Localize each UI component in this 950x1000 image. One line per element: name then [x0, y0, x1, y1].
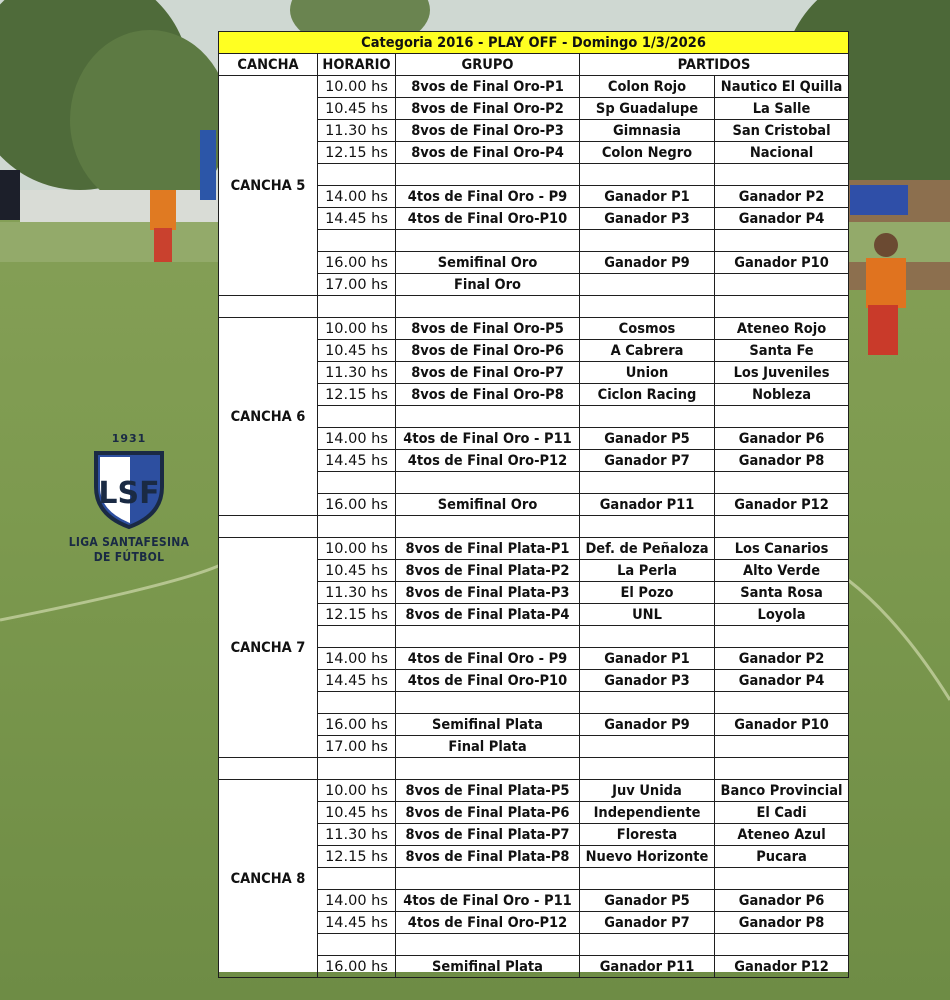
time-cell	[318, 230, 396, 252]
time-cell: 10.45 hs	[318, 560, 396, 582]
home-team-cell: Ganador P9	[580, 714, 715, 736]
header-grupo: GRUPO	[396, 54, 580, 76]
grupo-cell: 4tos de Final Oro-P10	[396, 208, 580, 230]
time-cell: 11.30 hs	[318, 582, 396, 604]
away-team-cell: El Cadi	[715, 802, 849, 824]
home-team-cell: Ganador P11	[580, 956, 715, 978]
time-cell: 17.00 hs	[318, 736, 396, 758]
grupo-cell: 8vos de Final Plata-P2	[396, 560, 580, 582]
home-team-cell: Colon Negro	[580, 142, 715, 164]
time-cell: 10.00 hs	[318, 76, 396, 98]
cancha-label: CANCHA 6	[219, 318, 318, 516]
time-cell: 14.00 hs	[318, 428, 396, 450]
grupo-cell: Semifinal Oro	[396, 252, 580, 274]
grupo-cell: 8vos de Final Plata-P4	[396, 604, 580, 626]
spacer-row	[219, 296, 849, 318]
spacer-row	[219, 516, 849, 538]
time-cell: 14.00 hs	[318, 648, 396, 670]
grupo-cell: 4tos de Final Oro - P9	[396, 186, 580, 208]
time-cell: 10.45 hs	[318, 98, 396, 120]
grupo-cell: Semifinal Plata	[396, 714, 580, 736]
time-cell: 14.00 hs	[318, 186, 396, 208]
grupo-cell	[396, 868, 580, 890]
grupo-cell: Semifinal Oro	[396, 494, 580, 516]
empty-cell	[219, 296, 318, 318]
home-team-cell: El Pozo	[580, 582, 715, 604]
away-team-cell: Ganador P10	[715, 252, 849, 274]
empty-cell	[396, 296, 580, 318]
match-row	[219, 318, 849, 340]
home-team-cell	[580, 736, 715, 758]
home-team-cell	[580, 934, 715, 956]
schedule-sheet	[218, 31, 848, 975]
away-team-cell	[715, 934, 849, 956]
away-team-cell: Ganador P12	[715, 956, 849, 978]
home-team-cell: La Perla	[580, 560, 715, 582]
logo-line-1: LIGA SANTAFESINA	[68, 535, 190, 549]
grupo-cell: 8vos de Final Oro-P5	[396, 318, 580, 340]
grupo-cell: 8vos de Final Oro-P3	[396, 120, 580, 142]
home-team-cell	[580, 406, 715, 428]
away-team-cell: Loyola	[715, 604, 849, 626]
time-cell: 10.00 hs	[318, 538, 396, 560]
away-team-cell	[715, 164, 849, 186]
away-team-cell	[715, 626, 849, 648]
away-team-cell: Ganador P6	[715, 890, 849, 912]
time-cell: 14.45 hs	[318, 450, 396, 472]
time-cell: 10.00 hs	[318, 318, 396, 340]
away-team-cell: Nobleza	[715, 384, 849, 406]
header-row	[219, 54, 849, 76]
away-team-cell: Alto Verde	[715, 560, 849, 582]
away-team-cell: Ganador P8	[715, 450, 849, 472]
grupo-cell: Final Plata	[396, 736, 580, 758]
away-team-cell: Ganador P12	[715, 494, 849, 516]
away-team-cell	[715, 230, 849, 252]
grupo-cell: 8vos de Final Plata-P6	[396, 802, 580, 824]
empty-cell	[580, 516, 715, 538]
time-cell: 11.30 hs	[318, 824, 396, 846]
grupo-cell: 8vos de Final Oro-P7	[396, 362, 580, 384]
time-cell: 12.15 hs	[318, 142, 396, 164]
time-cell	[318, 868, 396, 890]
home-team-cell: Union	[580, 362, 715, 384]
home-team-cell: Cosmos	[580, 318, 715, 340]
home-team-cell: Juv Unida	[580, 780, 715, 802]
away-team-cell	[715, 406, 849, 428]
logo-monogram: LSF	[98, 476, 160, 511]
empty-cell	[219, 516, 318, 538]
grupo-cell: 8vos de Final Plata-P3	[396, 582, 580, 604]
home-team-cell: Ganador P1	[580, 648, 715, 670]
grupo-cell: 8vos de Final Oro-P4	[396, 142, 580, 164]
away-team-cell	[715, 736, 849, 758]
empty-cell	[715, 296, 849, 318]
time-cell: 16.00 hs	[318, 714, 396, 736]
away-team-cell: Ateneo Rojo	[715, 318, 849, 340]
home-team-cell: Nuevo Horizonte	[580, 846, 715, 868]
grupo-cell: 8vos de Final Oro-P2	[396, 98, 580, 120]
page-title: Categoria 2016 - PLAY OFF - Domingo 1/3/2026	[219, 32, 849, 54]
time-cell: 14.00 hs	[318, 890, 396, 912]
header-partidos: PARTIDOS	[580, 54, 849, 76]
logo-line-2: DE FÚTBOL	[93, 550, 165, 564]
home-team-cell	[580, 692, 715, 714]
empty-cell	[396, 758, 580, 780]
home-team-cell: Ganador P3	[580, 670, 715, 692]
away-team-cell: Ganador P4	[715, 208, 849, 230]
away-team-cell: Ganador P4	[715, 670, 849, 692]
grupo-cell	[396, 230, 580, 252]
away-team-cell: Santa Rosa	[715, 582, 849, 604]
grupo-cell: 8vos de Final Plata-P5	[396, 780, 580, 802]
home-team-cell	[580, 472, 715, 494]
empty-cell	[318, 296, 396, 318]
home-team-cell: Ganador P7	[580, 912, 715, 934]
away-team-cell: Ganador P2	[715, 648, 849, 670]
away-team-cell: Santa Fe	[715, 340, 849, 362]
grupo-cell: 8vos de Final Oro-P1	[396, 76, 580, 98]
cancha-label: CANCHA 8	[219, 780, 318, 978]
home-team-cell: UNL	[580, 604, 715, 626]
time-cell: 14.45 hs	[318, 208, 396, 230]
grupo-cell	[396, 692, 580, 714]
empty-cell	[318, 516, 396, 538]
time-cell: 12.15 hs	[318, 846, 396, 868]
grupo-cell: 4tos de Final Oro-P12	[396, 450, 580, 472]
time-cell: 16.00 hs	[318, 252, 396, 274]
logo-year: 1931	[111, 432, 147, 445]
grupo-cell	[396, 472, 580, 494]
match-row	[219, 780, 849, 802]
grupo-cell: 4tos de Final Oro-P10	[396, 670, 580, 692]
away-team-cell: Pucara	[715, 846, 849, 868]
empty-cell	[715, 758, 849, 780]
header-cancha: CANCHA	[219, 54, 318, 76]
spacer-row	[219, 758, 849, 780]
time-cell: 11.30 hs	[318, 362, 396, 384]
grupo-cell: 4tos de Final Oro - P11	[396, 428, 580, 450]
away-team-cell	[715, 868, 849, 890]
home-team-cell: Independiente	[580, 802, 715, 824]
time-cell	[318, 164, 396, 186]
home-team-cell: Ganador P5	[580, 890, 715, 912]
time-cell	[318, 406, 396, 428]
away-team-cell: Ganador P6	[715, 428, 849, 450]
time-cell: 12.15 hs	[318, 604, 396, 626]
header-horario: HORARIO	[318, 54, 396, 76]
home-team-cell	[580, 274, 715, 296]
grupo-cell	[396, 626, 580, 648]
time-cell: 10.00 hs	[318, 780, 396, 802]
away-team-cell: Los Juveniles	[715, 362, 849, 384]
time-cell	[318, 472, 396, 494]
time-cell	[318, 692, 396, 714]
away-team-cell: Nacional	[715, 142, 849, 164]
time-cell: 11.30 hs	[318, 120, 396, 142]
grupo-cell	[396, 406, 580, 428]
grupo-cell: 8vos de Final Oro-P6	[396, 340, 580, 362]
home-team-cell	[580, 868, 715, 890]
home-team-cell: Ganador P1	[580, 186, 715, 208]
home-team-cell: A Cabrera	[580, 340, 715, 362]
grupo-cell: 8vos de Final Plata-P7	[396, 824, 580, 846]
away-team-cell: Banco Provincial	[715, 780, 849, 802]
home-team-cell: Ganador P5	[580, 428, 715, 450]
grupo-cell	[396, 934, 580, 956]
home-team-cell: Ganador P11	[580, 494, 715, 516]
away-team-cell: Los Canarios	[715, 538, 849, 560]
league-logo	[54, 432, 204, 565]
empty-cell	[715, 516, 849, 538]
grupo-cell: Semifinal Plata	[396, 956, 580, 978]
home-team-cell: Def. de Peñaloza	[580, 538, 715, 560]
grupo-cell: 4tos de Final Oro - P9	[396, 648, 580, 670]
home-team-cell: Sp Guadalupe	[580, 98, 715, 120]
home-team-cell: Ganador P7	[580, 450, 715, 472]
time-cell: 10.45 hs	[318, 802, 396, 824]
home-team-cell	[580, 164, 715, 186]
time-cell: 12.15 hs	[318, 384, 396, 406]
away-team-cell: Ganador P10	[715, 714, 849, 736]
home-team-cell: Ganador P3	[580, 208, 715, 230]
away-team-cell	[715, 472, 849, 494]
empty-cell	[396, 516, 580, 538]
time-cell: 14.45 hs	[318, 670, 396, 692]
schedule-table	[218, 31, 849, 978]
grupo-cell: 4tos de Final Oro-P12	[396, 912, 580, 934]
home-team-cell: Ciclon Racing	[580, 384, 715, 406]
grupo-cell: 8vos de Final Oro-P8	[396, 384, 580, 406]
empty-cell	[580, 296, 715, 318]
empty-cell	[580, 758, 715, 780]
home-team-cell: Gimnasia	[580, 120, 715, 142]
home-team-cell	[580, 626, 715, 648]
away-team-cell: Ateneo Azul	[715, 824, 849, 846]
grupo-cell: 4tos de Final Oro - P11	[396, 890, 580, 912]
match-row	[219, 76, 849, 98]
time-cell: 16.00 hs	[318, 956, 396, 978]
match-row	[219, 538, 849, 560]
home-team-cell: Floresta	[580, 824, 715, 846]
grupo-cell: Final Oro	[396, 274, 580, 296]
time-cell: 16.00 hs	[318, 494, 396, 516]
away-team-cell: Ganador P2	[715, 186, 849, 208]
time-cell: 17.00 hs	[318, 274, 396, 296]
grupo-cell: 8vos de Final Plata-P8	[396, 846, 580, 868]
away-team-cell	[715, 274, 849, 296]
away-team-cell: Ganador P8	[715, 912, 849, 934]
cancha-label: CANCHA 7	[219, 538, 318, 758]
away-team-cell: Nautico El Quilla	[715, 76, 849, 98]
home-team-cell	[580, 230, 715, 252]
time-cell	[318, 626, 396, 648]
time-cell	[318, 934, 396, 956]
away-team-cell	[715, 692, 849, 714]
empty-cell	[318, 758, 396, 780]
home-team-cell: Colon Rojo	[580, 76, 715, 98]
away-team-cell: La Salle	[715, 98, 849, 120]
time-cell: 10.45 hs	[318, 340, 396, 362]
time-cell: 14.45 hs	[318, 912, 396, 934]
away-team-cell: San Cristobal	[715, 120, 849, 142]
empty-cell	[219, 758, 318, 780]
title-row	[219, 32, 849, 54]
cancha-label: CANCHA 5	[219, 76, 318, 296]
grupo-cell: 8vos de Final Plata-P1	[396, 538, 580, 560]
grupo-cell	[396, 164, 580, 186]
home-team-cell: Ganador P9	[580, 252, 715, 274]
shield-icon	[90, 447, 168, 531]
